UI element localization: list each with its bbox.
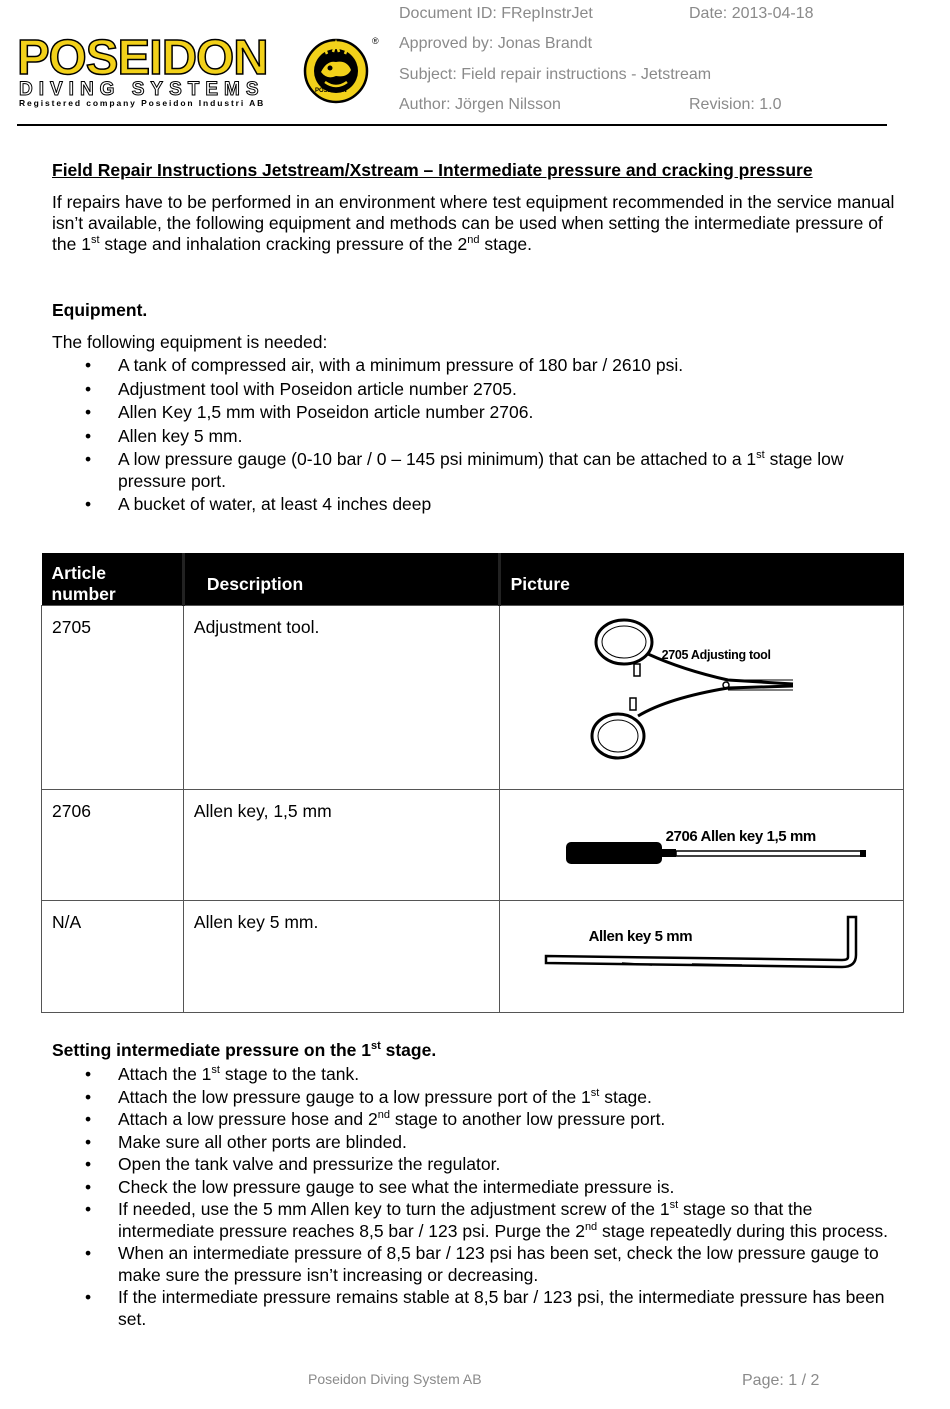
page-title: Field Repair Instructions Jetstream/Xstream – Intermediate pressure and cracking pressure <box>52 160 813 180</box>
logo-registered-company: Registered company Poseidon Industri AB <box>19 98 266 108</box>
approved-by: Approved by: Jonas Brandt <box>399 35 593 52</box>
document-subject: Subject: Field repair instructions - Jetstream <box>399 66 712 83</box>
column-header-article: Article number <box>42 553 184 606</box>
footer-company: Poseidon Diving System AB <box>308 1371 482 1387</box>
setting-heading: Setting intermediate pressure on the 1st stage. <box>52 1040 437 1060</box>
registered-mark: ® <box>372 36 379 46</box>
company-logo <box>17 31 379 108</box>
picture-cell <box>499 606 903 790</box>
picture-label: 2705 Adjusting tool <box>661 648 771 662</box>
equipment-list <box>52 355 902 516</box>
document-revision: Revision: 1.0 <box>689 96 782 113</box>
header-divider <box>17 124 887 126</box>
list-item: • Attach a low pressure hose and 2nd stage to another low pressure port. <box>52 1109 902 1131</box>
list-item: • When an intermediate pressure of 8,5 bar / 123 psi has been set, check the low pressure gauge to make sure the pressure isn’t increasing or decreasing. <box>52 1243 902 1286</box>
document-id: Document ID: FRepInstrJet <box>399 5 593 22</box>
allen-key-icon <box>542 913 872 993</box>
picture-label: Allen key 5 mm <box>588 928 693 945</box>
intro-text-3: stage. <box>479 234 533 254</box>
article-number-cell: 2705 <box>42 606 184 790</box>
column-header-description: Description <box>183 553 499 606</box>
column-header-picture: Picture <box>499 553 903 606</box>
description-cell: Allen key, 1,5 mm <box>183 790 499 901</box>
intro-sup-1: st <box>90 234 100 247</box>
article-number-cell: N/A <box>42 901 184 1013</box>
article-number-cell: 2706 <box>42 790 184 901</box>
article-table <box>41 553 904 1013</box>
intro-paragraph <box>52 192 902 255</box>
table-row <box>42 901 904 1013</box>
description-cell: Adjustment tool. <box>183 606 499 790</box>
document-date: Date: 2013-04-18 <box>689 5 814 22</box>
intro-sup-2: nd <box>467 234 480 247</box>
list-item: • A tank of compressed air, with a minimum pressure of 180 bar / 2610 psi. <box>52 355 902 377</box>
logo-wordmark: POSEIDON <box>17 31 268 85</box>
list-item: • A bucket of water, at least 4 inches deep <box>52 494 902 516</box>
table-row <box>42 606 904 790</box>
table-header-row <box>42 553 904 606</box>
description-cell: Allen key 5 mm. <box>183 901 499 1013</box>
picture-cell <box>499 790 903 901</box>
logo-emblem-text: POSEIDON <box>315 88 347 94</box>
list-item: • Attach the low pressure gauge to a low pressure port of the 1st stage. <box>52 1087 902 1109</box>
intro-text-2: stage and inhalation cracking pressure of the 2 <box>99 234 468 254</box>
poseidon-emblem-icon <box>303 38 369 104</box>
picture-cell <box>499 901 903 1013</box>
document-author: Author: Jörgen Nilsson <box>399 96 561 113</box>
setting-steps-list <box>52 1064 902 1330</box>
list-item: • Attach the 1st stage to the tank. <box>52 1064 902 1086</box>
logo-subtitle: DIVING SYSTEMS <box>19 79 265 100</box>
picture-label: 2706 Allen key 1,5 mm <box>665 828 816 845</box>
list-item: • If the intermediate pressure remains stable at 8,5 bar / 123 psi, the intermediate pressure has been set. <box>52 1287 902 1330</box>
list-item: • Check the low pressure gauge to see what the intermediate pressure is. <box>52 1177 902 1199</box>
list-item: • Allen key 5 mm. <box>52 426 902 448</box>
list-item: • Make sure all other ports are blinded. <box>52 1132 902 1154</box>
list-item: • Adjustment tool with Poseidon article number 2705. <box>52 379 902 401</box>
list-item: • A low pressure gauge (0-10 bar / 0 – 145 psi minimum) that can be attached to a 1st stage low pressure port. <box>52 449 902 492</box>
list-item: • If needed, use the 5 mm Allen key to turn the adjustment screw of the 1st stage so that the intermediate pressure reaches 8,5 bar / 123 psi. Purge the 2nd stage repeatedly during this process. <box>52 1199 902 1242</box>
table-row <box>42 790 904 901</box>
list-item: • Open the tank valve and pressurize the regulator. <box>52 1154 902 1176</box>
equipment-heading: Equipment. <box>52 300 148 320</box>
forceps-icon <box>588 614 848 774</box>
page-number: Page: 1 / 2 <box>742 1372 820 1389</box>
equipment-lead: The following equipment is needed: <box>52 332 328 352</box>
list-item: • Allen Key 1,5 mm with Poseidon article number 2706. <box>52 402 902 424</box>
intro-text-1: If repairs have to be performed in an environment where test equipment recommended in the service manual isn’t available, the following equipment and methods can be used when setting the intermediate pressure of the 1 <box>52 192 895 254</box>
